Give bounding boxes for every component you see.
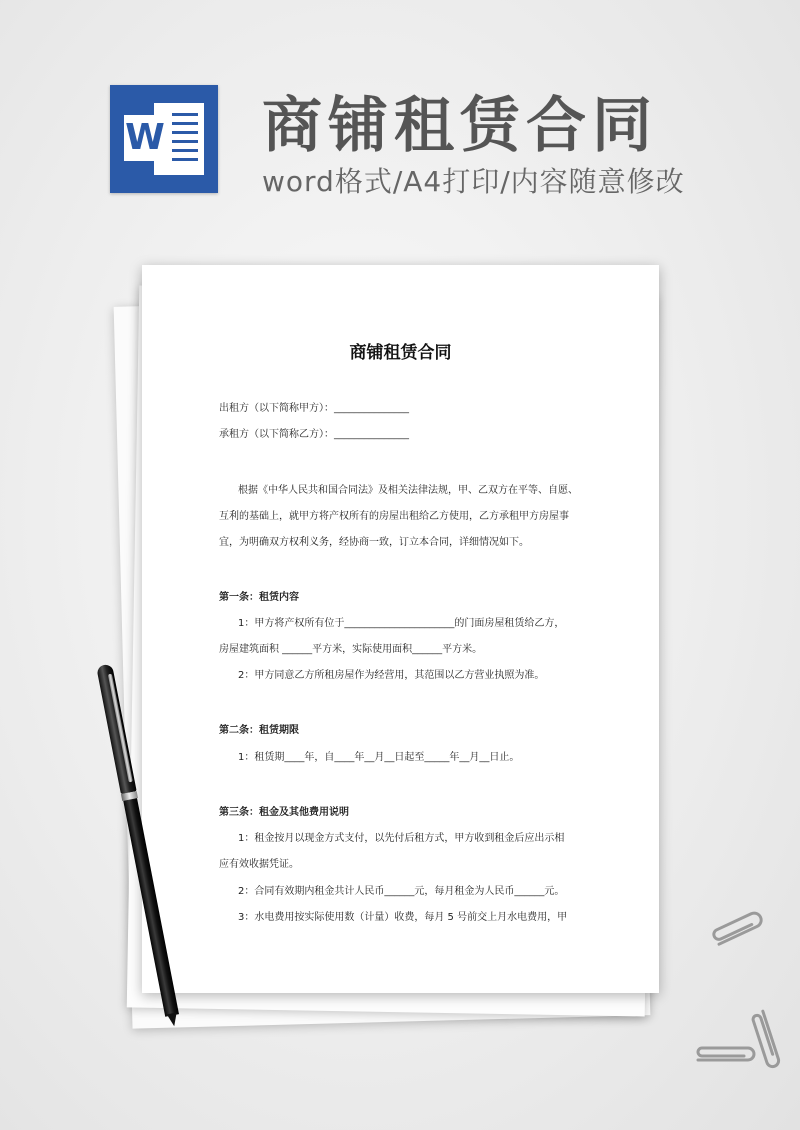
preamble-line: 宜，为明确双方权利义务，经协商一致，订立本合同，详细情况如下。 [219, 537, 529, 548]
page-subtitle: word格式/A4打印/内容随意修改 [262, 165, 685, 198]
clause-line: 1：租金按月以现金方式支付，以先付后租方式，甲方收到租金后应出示相 [238, 833, 565, 844]
article-3-heading: 第三条：租金及其他费用说明 [219, 807, 349, 818]
clause-line: 2：甲方同意乙方所租房屋作为经营用，其范围以乙方营业执照为准。 [238, 670, 545, 681]
document-title: 商铺租赁合同 [349, 343, 452, 363]
clause-line: 应有效收据凭证。 [219, 859, 299, 870]
paperclip-icon [748, 1005, 788, 1075]
lessor-line: 出租方（以下简称甲方）：_______________ [219, 403, 409, 414]
clause-line: 2：合同有效期内租金共计人民币______元，每月租金为人民币______元。 [238, 886, 565, 897]
preamble-line: 根据《中华人民共和国合同法》及相关法律法规，甲、乙双方在平等、自愿、 [238, 485, 578, 496]
clause-line: 1：租赁期____年，自____年__月__日起至_____年__月__日止。 [238, 752, 520, 763]
clause-line: 1：甲方将产权所有位于______________________的门面房屋租赁给乙方， [238, 618, 565, 629]
article-1-heading: 第一条：租赁内容 [219, 592, 299, 603]
clause-line: 3：水电费用按实际使用数（计量）收费，每月 5 号前交上月水电费用，甲 [238, 912, 568, 923]
word-doc-icon [110, 85, 218, 193]
lessee-line: 承租方（以下简称乙方）：_______________ [219, 429, 409, 440]
preamble-line: 互利的基础上，就甲方将产权所有的房屋出租给乙方使用，乙方承租甲方房屋事 [219, 511, 569, 522]
clause-line: 房屋建筑面积 ______平方米，实际使用面积______平方米。 [219, 644, 483, 655]
word-letter-badge: W [124, 115, 166, 161]
document-page [142, 265, 659, 993]
article-2-heading: 第二条：租赁期限 [219, 725, 299, 736]
paperclip-icon [705, 910, 775, 950]
page-title: 商铺租赁合同 [262, 91, 658, 161]
